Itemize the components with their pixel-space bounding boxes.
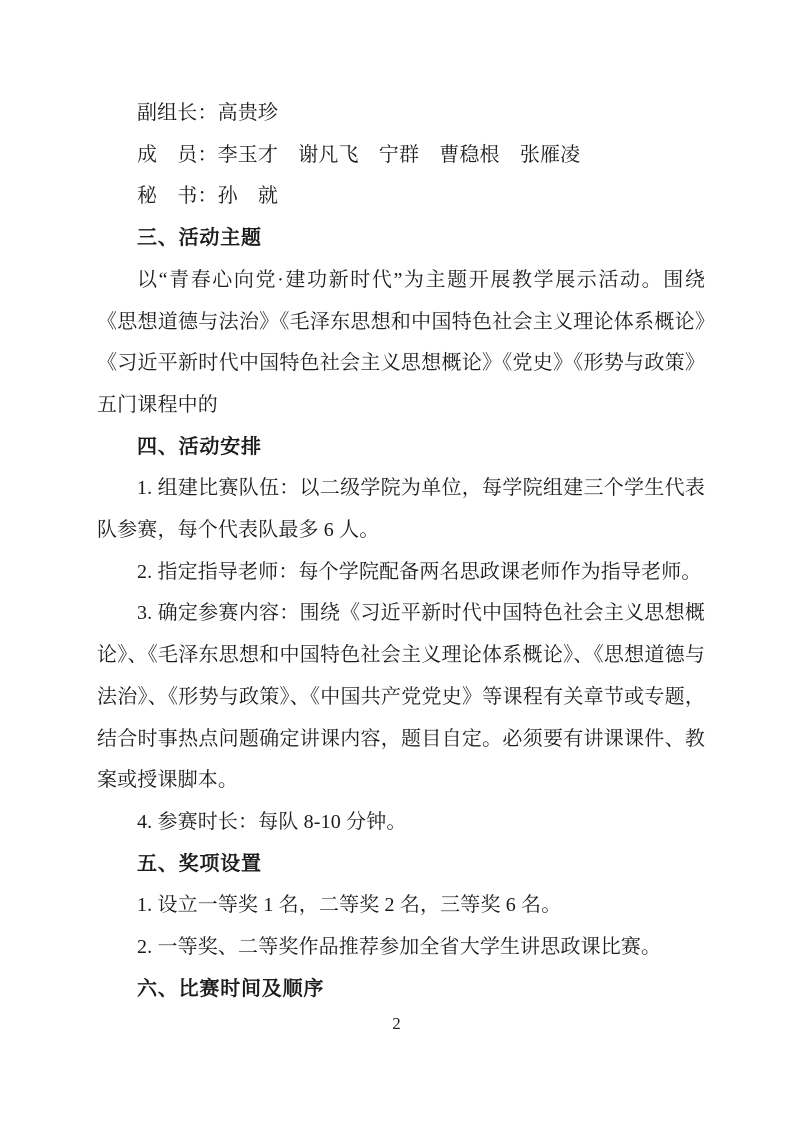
para-duration: 4. 参赛时长：每队 8-10 分钟。	[137, 810, 407, 833]
para-team-formation: 1. 组建比赛队伍：以二级学院为单位，每学院组建三个学生代表队参赛，每个代表队最多 6 人。	[97, 477, 705, 542]
line-members: 成 员：李玉才 谢凡飞 宁群 曹稳根 张雁凌	[137, 143, 581, 166]
line-secretary: 秘 书：孙 就	[137, 185, 279, 208]
heading-activity-arrangement: 四、活动安排	[137, 435, 262, 458]
para-award-recommendation: 2. 一等奖、二等奖作品推荐参加全省大学生讲思政课比赛。	[137, 936, 662, 959]
page-number: 2	[392, 1014, 401, 1033]
para-activity-theme: 以“青春心向党·建功新时代”为主题开展教学展示活动。围绕《思想道德与法治》《毛泽东思想和中国特色社会主义理论体系概论》《习近平新时代中国特色社会主义思想概论》《党史》《形势与政策》五门课程中的	[97, 268, 705, 416]
para-advisors: 2. 指定指导老师：每个学院配备两名思政课老师作为指导老师。	[137, 560, 702, 583]
heading-activity-theme: 三、活动主题	[137, 227, 262, 250]
line-deputy-group-leader: 副组长：高贵珍	[137, 102, 279, 124]
heading-competition-time-order: 六、比赛时间及顺序	[137, 977, 325, 1000]
document-body	[97, 93, 705, 1010]
heading-awards: 五、奖项设置	[137, 852, 262, 875]
para-content-determination: 3. 确定参赛内容：围绕《习近平新时代中国特色社会主义思想概论》、《毛泽东思想和中国特色社会主义理论体系概论》、《思想道德与法治》、《形势与政策》、《中国共产党党史》等课程有关章节或专题，结合时事热点问题确定讲课内容，题目自定。必须要有讲课课件、教案或授课脚本。	[97, 602, 705, 792]
para-award-numbers: 1. 设立一等奖 1 名，二等奖 2 名，三等奖 6 名。	[137, 894, 562, 917]
